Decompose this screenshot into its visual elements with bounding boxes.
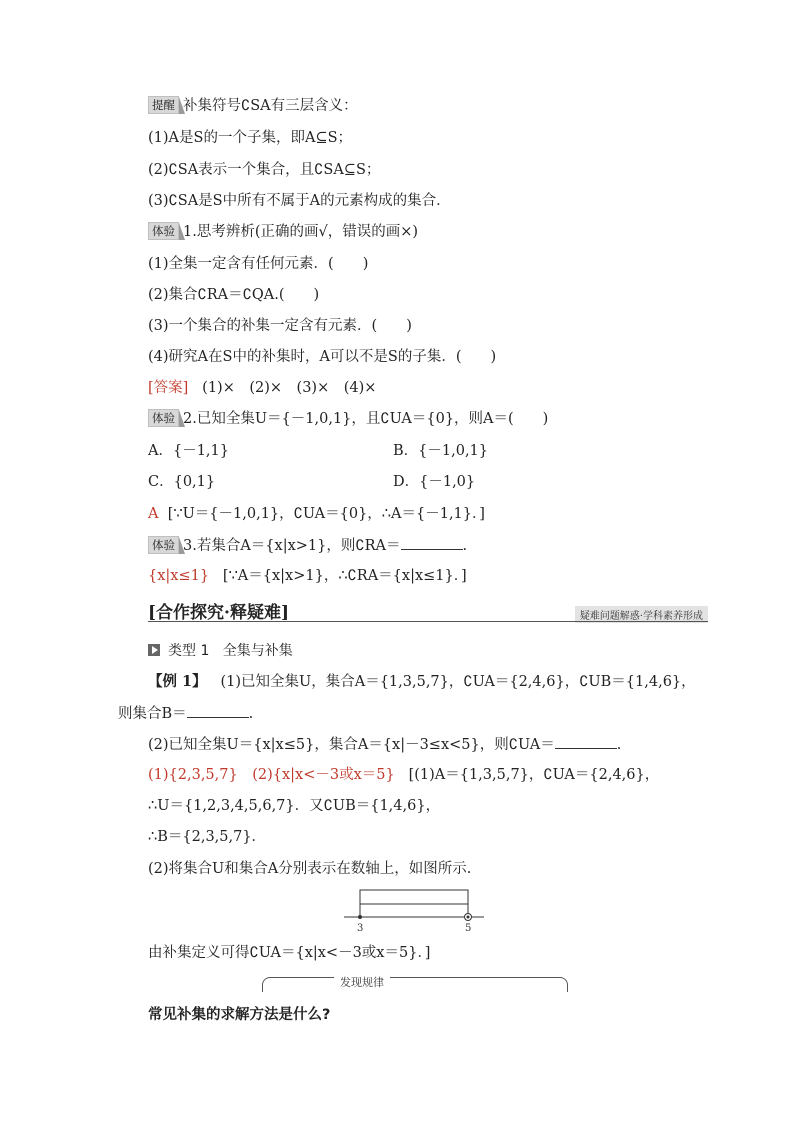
example-answers: (1){2,3,5,7} (2){x|x<－3或x＝5} [148,767,395,783]
practice-tag: 体验 [148,536,179,554]
practice-3-answer: {x|x≤1} [148,568,210,584]
hint-line [148,96,358,116]
solution-line-1 [148,765,659,785]
option-d: D．{－1,0} [393,474,476,490]
example-q2: (2)已知全集U＝{x|x≤5}，集合A＝{x|－3≤x<5}，则∁UA＝ [148,737,555,753]
answer-blank [187,703,249,718]
solution-line-5: 由补集定义可得∁UA＝{x|x<－3或x＝5}．] [148,945,431,961]
section-subtitle: 疑难问题解惑·学科素养形成 [575,606,708,623]
practice-2-explain: [∵U＝{－1,0,1}，∁UA＝{0}，∴A＝{－1,1}．] [167,506,485,522]
practice-3-explain: [∵A＝{x|x>1}，∴∁RA＝{x|x≤1}．] [222,568,467,584]
solution-line-4: (2)将集合U和集合A分别表示在数轴上，如图所示. [148,861,472,877]
section-divider [148,621,708,622]
closed-point-3 [358,915,362,919]
solution-text-1: [(1)A＝{1,3,5,7}，∁UA＝{2,4,6}， [408,767,660,783]
practice-2-answer: A [148,506,159,522]
example-q1: (1)已知全集U，集合A＝{1,3,5,7}，∁UA＝{2,4,6}，∁UB＝{1,4,6}， [220,674,696,690]
rule-label: 发现规律 [334,974,390,990]
play-triangle-icon [148,644,160,656]
answer-label: [答案] [148,380,189,396]
example-label: 【例 1】 [148,673,207,690]
practice-2-solution [148,504,485,524]
type-label: 类型 1 [168,643,210,659]
tick-label-5: 5 [465,923,472,934]
example-line-1 [148,672,696,692]
answer-blank [401,535,463,550]
example-line-2: 则集合B＝ . [118,703,253,724]
tick-label-3: 3 [357,923,364,934]
practice-1-q3: (3)一个集合的补集一定含有元素．( ) [148,318,412,334]
example-line-3: (2)已知全集U＝{x|x≤5}，集合A＝{x|－3≤x<5}，则∁UA＝ . [148,734,621,755]
type-title: 全集与补集 [222,643,293,659]
solution-line-2: ∴U＝{1,2,3,4,5,6,7}．又∁UB＝{1,4,6}， [148,798,441,814]
type-heading [148,640,293,660]
example-q1-tail: 则集合B＝ [118,706,187,722]
answer-line [148,378,376,398]
practice-3-solution [148,566,467,586]
hint-item-2: (2)∁SA表示一个集合，且∁SA⊆S； [148,162,381,178]
practice-tag: 体验 [148,222,179,240]
practice-1-q4: (4)研究A在S中的补集时，A可以不是S的子集．( ) [148,349,497,365]
number-line-diagram [340,882,490,934]
practice-3-text: 3.若集合A＝{x|x>1}，则∁RA＝ [183,538,401,554]
practice-2-line [148,409,548,429]
option-c: C．{0,1} [148,474,216,490]
closed-point-5 [467,916,470,919]
solution-line-3: ∴B＝{2,3,5,7}． [148,829,267,845]
answer-blank [555,734,617,749]
practice-2-text: 2.已知全集U＝{－1,0,1}，且∁UA＝{0}，则A＝( ) [183,411,549,427]
practice-1-line [148,222,418,242]
practice-1-q1: (1)全集一定含有任何元素．( ) [148,256,369,272]
section-title: [合作探究·释疑难] [148,603,290,623]
rule-question: 常见补集的求解方法是什么? [148,1007,331,1023]
option-b: B．{－1,0,1} [393,443,489,459]
option-a: A．{－1,1} [148,443,229,459]
practice-1-text: 1.思考辨析(正确的画√，错误的画×) [183,224,419,240]
practice-tag: 体验 [148,409,179,427]
hint-item-1: (1)A是S的一个子集，即A⊆S； [148,130,352,146]
rule-frame [262,977,568,992]
practice-1-q2: (2)集合∁RA＝∁QA.( ) [148,287,320,303]
hint-item-3: (3)∁SA是S中所有不属于A的元素构成的集合． [148,193,451,209]
answer-text: (1)× (2)× (3)× (4)× [202,380,377,396]
hint-text: 补集符号∁SA有三层含义： [183,98,358,114]
hint-tag: 提醒 [148,96,179,114]
practice-3-line: 体验 3.若集合A＝{x|x>1}，则∁RA＝ . [148,535,467,556]
